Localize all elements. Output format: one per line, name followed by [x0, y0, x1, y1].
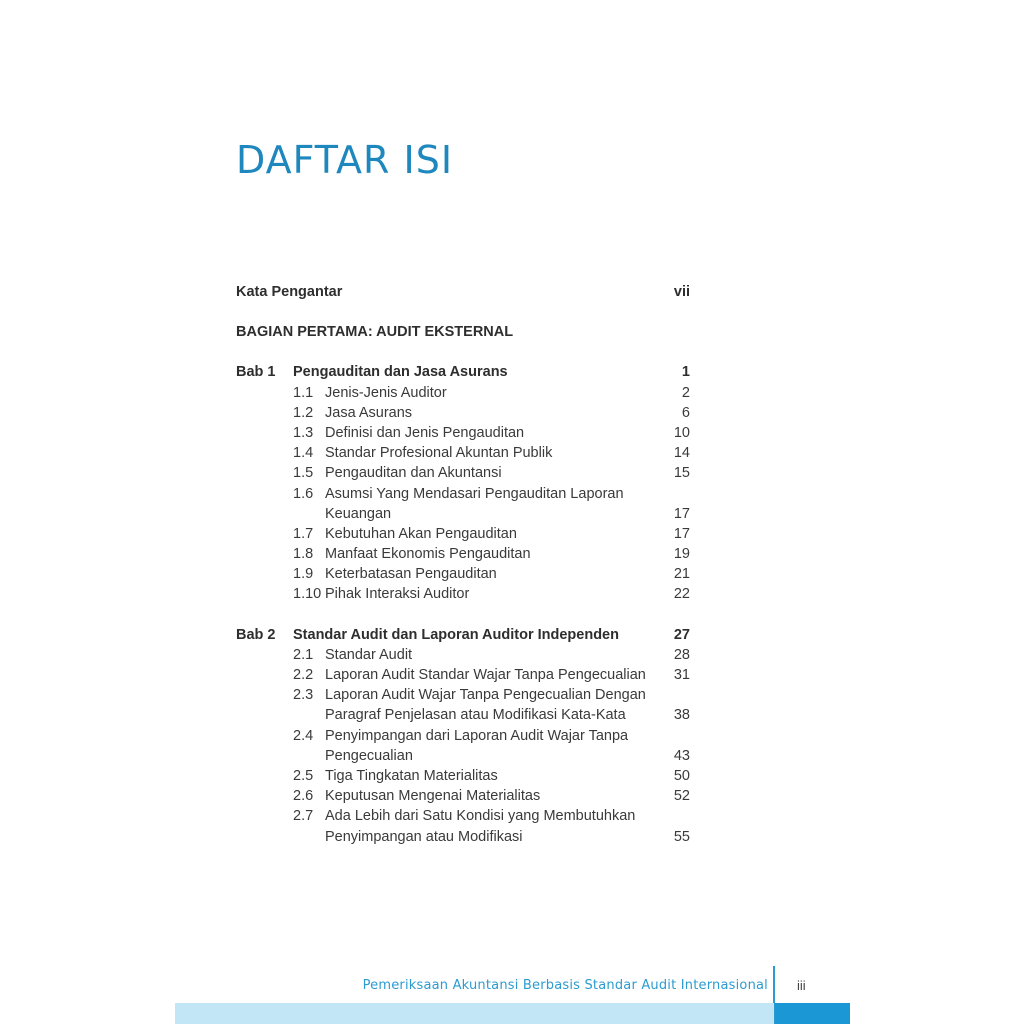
section-title: Tiga Tingkatan Materialitas — [325, 767, 498, 784]
section-title: Laporan Audit Wajar Tanpa Pengecualian Dengan — [325, 687, 646, 704]
section-number: 1.4 — [293, 445, 314, 462]
chapter-number: Bab 2 — [236, 626, 276, 643]
section-number: 2.6 — [293, 788, 314, 805]
section-title-continued: Pengecualian — [325, 747, 413, 764]
toc-entry[interactable] — [236, 383, 690, 403]
section-number: 2.3 — [293, 687, 314, 704]
chapter-heading-2[interactable] — [236, 625, 690, 645]
section-number: 1.5 — [293, 465, 314, 482]
page-title: DAFTAR ISI — [236, 138, 454, 182]
section-number: 1.9 — [293, 566, 314, 583]
toc-entry-kata-pengantar[interactable] — [236, 282, 690, 302]
section-title: Ada Lebih dari Satu Kondisi yang Membutuhkan — [325, 808, 636, 825]
part-heading — [236, 322, 690, 342]
section-page: 21 — [673, 566, 690, 583]
chapter-heading-1[interactable] — [236, 362, 690, 382]
section-number: 1.3 — [293, 424, 314, 441]
section-number: 2.1 — [293, 646, 314, 663]
section-title: Pengauditan dan Akuntansi — [325, 465, 502, 482]
toc-entry-label: Kata Pengantar — [236, 284, 343, 300]
footer-book-title: Pemeriksaan Akuntansi Berbasis Standar Audit Internasional — [362, 978, 768, 993]
part-heading-label: BAGIAN PERTAMA: AUDIT EKSTERNAL — [236, 324, 514, 341]
section-page: 17 — [673, 525, 690, 542]
chapter-page: 1 — [681, 364, 690, 381]
footer-page-number: iii — [797, 978, 806, 993]
chapter-number: Bab 1 — [236, 364, 276, 381]
section-page: 15 — [673, 465, 690, 482]
section-page: 22 — [673, 586, 690, 603]
section-number: 1.7 — [293, 525, 314, 542]
chapter-title: Standar Audit dan Laporan Auditor Independen — [293, 626, 619, 643]
section-title: Pihak Interaksi Auditor — [325, 586, 470, 603]
section-title: Standar Audit — [325, 646, 413, 663]
section-title: Jasa Asurans — [325, 404, 413, 421]
toc-entry[interactable] — [236, 443, 690, 463]
toc-entry[interactable] — [236, 685, 690, 705]
section-number: 2.4 — [293, 727, 314, 744]
toc-entry[interactable] — [236, 524, 690, 544]
section-page: 55 — [673, 828, 690, 845]
section-title: Keputusan Mengenai Materialitas — [325, 788, 541, 805]
section-page: 6 — [681, 404, 690, 421]
toc-entry-continuation[interactable] — [236, 705, 690, 725]
toc-entry-continuation[interactable] — [236, 504, 690, 524]
toc-entry[interactable] — [236, 766, 690, 786]
toc-entry[interactable] — [236, 463, 690, 483]
section-title: Kebutuhan Akan Pengauditan — [325, 525, 517, 542]
toc-entry-page: vii — [673, 284, 690, 300]
section-page: 2 — [681, 384, 690, 401]
section-number: 1.2 — [293, 404, 314, 421]
toc-entry[interactable] — [236, 726, 690, 746]
toc-entry[interactable] — [236, 403, 690, 423]
section-number: 2.5 — [293, 767, 314, 784]
section-number: 2.7 — [293, 808, 314, 825]
section-page: 10 — [673, 424, 690, 441]
section-page: 28 — [673, 646, 690, 663]
section-title: Definisi dan Jenis Pengauditan — [325, 424, 525, 441]
section-number: 1.6 — [293, 485, 314, 502]
section-page: 31 — [673, 667, 690, 683]
section-title: Standar Profesional Akuntan Publik — [325, 445, 553, 462]
section-number: 1.1 — [293, 384, 314, 401]
section-title-continued: Penyimpangan atau Modifikasi — [325, 828, 523, 845]
table-of-contents — [236, 282, 690, 847]
section-title: Penyimpangan dari Laporan Audit Wajar Tanpa — [325, 727, 629, 744]
section-title: Asumsi Yang Mendasari Pengauditan Laporan — [325, 485, 624, 502]
section-page: 14 — [673, 445, 690, 462]
toc-entry[interactable] — [236, 484, 690, 504]
toc-entry[interactable] — [236, 423, 690, 443]
toc-entry[interactable] — [236, 806, 690, 826]
section-page: 19 — [673, 546, 690, 563]
section-title-continued: Paragraf Penjelasan atau Modifikasi Kata-Kata — [325, 707, 626, 724]
chapter-title: Pengauditan dan Jasa Asurans — [293, 364, 508, 381]
section-title-continued: Keuangan — [325, 505, 392, 522]
toc-entry[interactable] — [236, 645, 690, 665]
footer-band — [175, 1003, 774, 1024]
section-number: 1.8 — [293, 546, 314, 563]
section-title: Keterbatasan Pengauditan — [325, 566, 497, 583]
toc-entry[interactable] — [236, 665, 690, 685]
toc-entry[interactable] — [236, 564, 690, 584]
section-number: 1.10 — [293, 586, 322, 603]
section-page: 50 — [673, 767, 690, 784]
toc-entry[interactable] — [236, 544, 690, 564]
toc-entry[interactable] — [236, 786, 690, 806]
section-page: 38 — [673, 707, 690, 724]
chapter-page: 27 — [673, 626, 690, 643]
toc-entry-continuation[interactable] — [236, 827, 690, 847]
toc-entry[interactable] — [236, 584, 690, 604]
footer-accent-block — [775, 1003, 850, 1024]
section-page: 52 — [673, 788, 690, 805]
toc-entry-continuation[interactable] — [236, 746, 690, 766]
section-title: Jenis-Jenis Auditor — [325, 384, 447, 401]
section-page: 43 — [673, 747, 690, 764]
section-number: 2.2 — [293, 667, 314, 683]
section-title: Manfaat Ekonomis Pengauditan — [325, 546, 531, 563]
section-title: Laporan Audit Standar Wajar Tanpa Pengecualian — [325, 667, 646, 683]
section-page: 17 — [673, 505, 690, 522]
